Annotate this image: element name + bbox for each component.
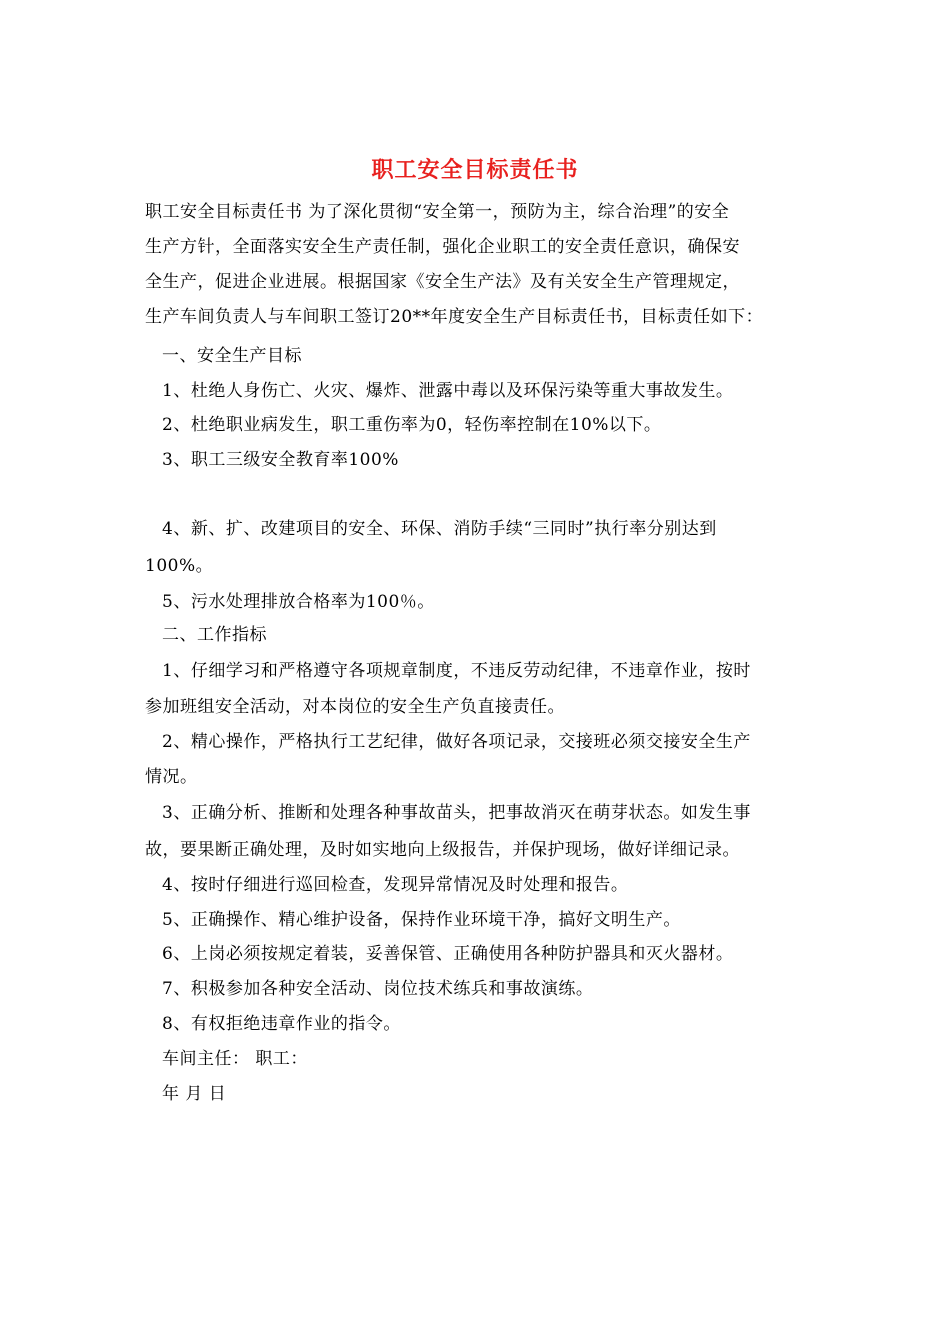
signature-line: 车间主任： 职工： (162, 1049, 308, 1069)
goal-item-1: 1、杜绝人身伤亡、火灾、爆炸、泄露中毒以及环保污染等重大事故发生。 (162, 381, 734, 401)
goal-item-4-continued: 100%。 (145, 556, 214, 576)
indicator-item-1-continued: 参加班组安全活动，对本岗位的安全生产负直接责任。 (145, 697, 565, 717)
indicator-item-3: 3、正确分析、推断和处理各种事故苗头，把事故消灭在萌芽状态。如发生事 (162, 803, 751, 823)
indicator-item-8: 8、有权拒绝违章作业的指令。 (162, 1014, 401, 1034)
indicator-item-7: 7、积极参加各种安全活动、岗位技术练兵和事故演练。 (162, 979, 594, 999)
intro-line-2: 生产方针，全面落实安全生产责任制，强化企业职工的安全责任意识，确保安 (145, 237, 740, 257)
section-heading-indicators: 二、工作指标 (162, 625, 267, 645)
goal-item-4: 4、新、扩、改建项目的安全、环保、消防手续“三同时”执行率分别达到 (162, 519, 717, 539)
indicator-item-4: 4、按时仔细进行巡回检查，发现异常情况及时处理和报告。 (162, 875, 629, 895)
goal-item-5: 5、污水处理排放合格率为100％。 (162, 592, 435, 612)
intro-line-4: 生产车间负责人与车间职工签订20**年度安全生产目标责任书，目标责任如下： (145, 307, 764, 327)
intro-line-1: 职工安全目标责任书 为了深化贯彻“安全第一，预防为主，综合治理”的安全 (145, 202, 730, 222)
indicator-item-2: 2、精心操作，严格执行工艺纪律，做好各项记录，交接班必须交接安全生产 (162, 732, 751, 752)
indicator-item-2-continued: 情况。 (145, 767, 198, 787)
indicator-item-6: 6、上岗必须按规定着装，妥善保管、正确使用各种防护器具和灭火器材。 (162, 944, 734, 964)
section-heading-goals: 一、安全生产目标 (162, 346, 302, 366)
indicator-item-3-continued: 故，要果断正确处理，及时如实地向上级报告，并保护现场，做好详细记录。 (145, 840, 740, 860)
goal-item-3: 3、职工三级安全教育率100% (162, 450, 399, 470)
date-line: 年 月 日 (162, 1084, 227, 1104)
document-title: 职工安全目标责任书 (371, 157, 579, 183)
goal-item-2: 2、杜绝职业病发生，职工重伤率为0，轻伤率控制在10%以下。 (162, 415, 662, 435)
indicator-item-1: 1、仔细学习和严格遵守各项规章制度，不违反劳动纪律，不违章作业，按时 (162, 661, 751, 681)
indicator-item-5: 5、正确操作、精心维护设备，保持作业环境干净，搞好文明生产。 (162, 910, 681, 930)
intro-line-3: 全生产，促进企业进展。根据国家《安全生产法》及有关安全生产管理规定， (145, 272, 740, 292)
